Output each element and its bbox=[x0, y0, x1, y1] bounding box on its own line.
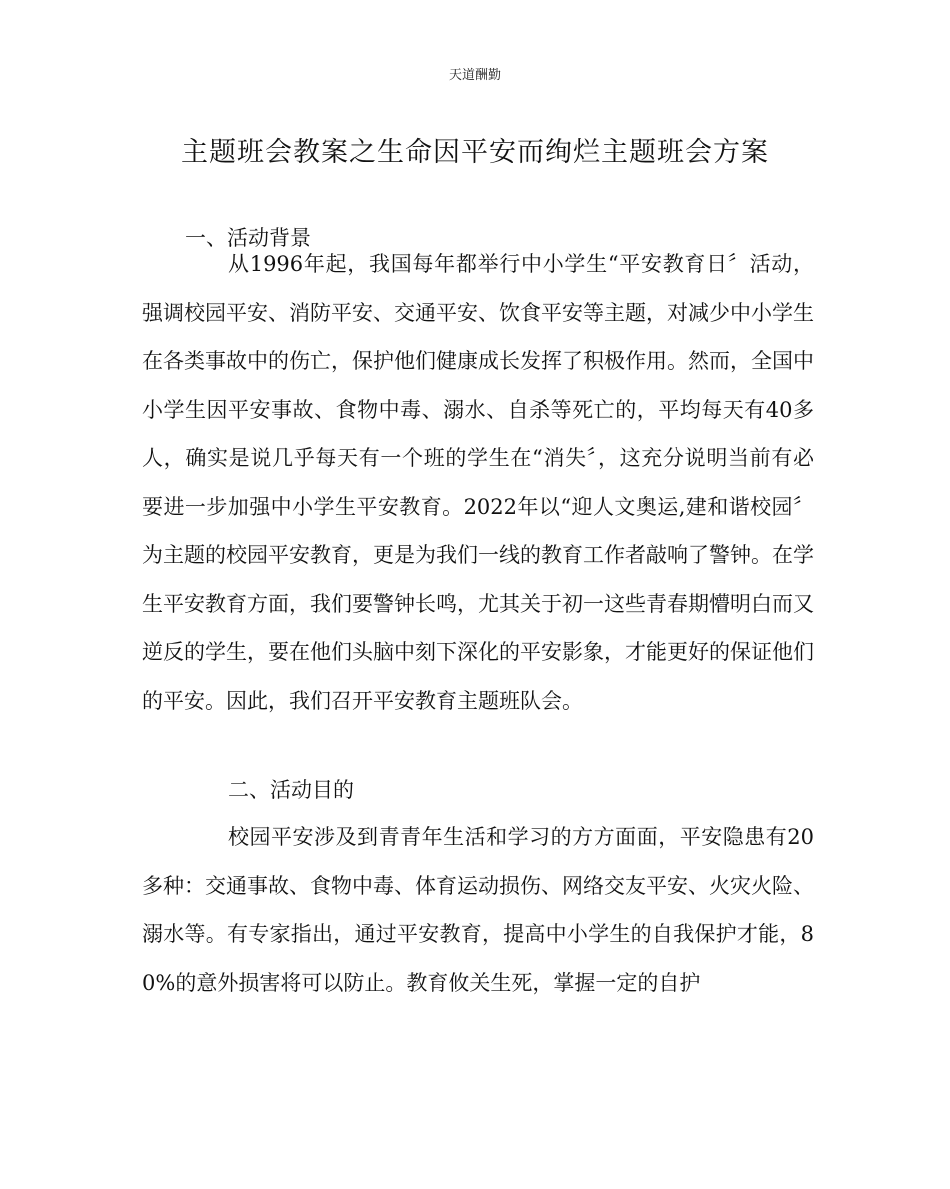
section-heading-background: 一、活动背景 bbox=[185, 226, 311, 250]
section-heading-purpose: 二、活动目的 bbox=[228, 778, 354, 802]
header-mark: 天道酬勤 bbox=[448, 68, 501, 83]
section-paragraph-background: 从1996年起，我国每年都举行中小学生“平安教育日〞活动，强调校园平安、消防平安、交通平安、饮食平安等主题，对减少中小学生在各类事故中的伤亡，保护他们健康成长发挥了积极作用。然而，全国中小学生因平安事故、食物中毒、溺水、自杀等死亡的，平均每天有40多人，确实是说几乎每天有一个班的学生在“消失〞，这充分说明当前有必要进一步加强中小学生平安教育。2022年以“迎人文奥运,建和谐校园〞为主题的校园平安教育，更是为我们一线的教育工作者敲响了警钟。在学生平安教育方面，我们要警钟长鸣，尤其关于初一这些青春期懵明白而又逆反的学生，要在他们头脑中刻下深化的平安影象，才能更好的保证他们的平安。因此，我们召开平安教育主题班队会。 bbox=[142, 252, 814, 713]
document-title: 主题班会教案之生命因平安而绚烂主题班会方案 bbox=[181, 137, 769, 168]
section-paragraph-purpose: 校园平安涉及到青青年生活和学习的方方面面，平安隐患有20多种：交通事故、食物中毒、体育运动损伤、网络交友平安、火灾火险、溺水等。有专家指出，通过平安教育，提高中小学生的自我保护才能，80%的意外损害将可以防止。教育攸关生死，掌握一定的自护 bbox=[142, 825, 814, 995]
